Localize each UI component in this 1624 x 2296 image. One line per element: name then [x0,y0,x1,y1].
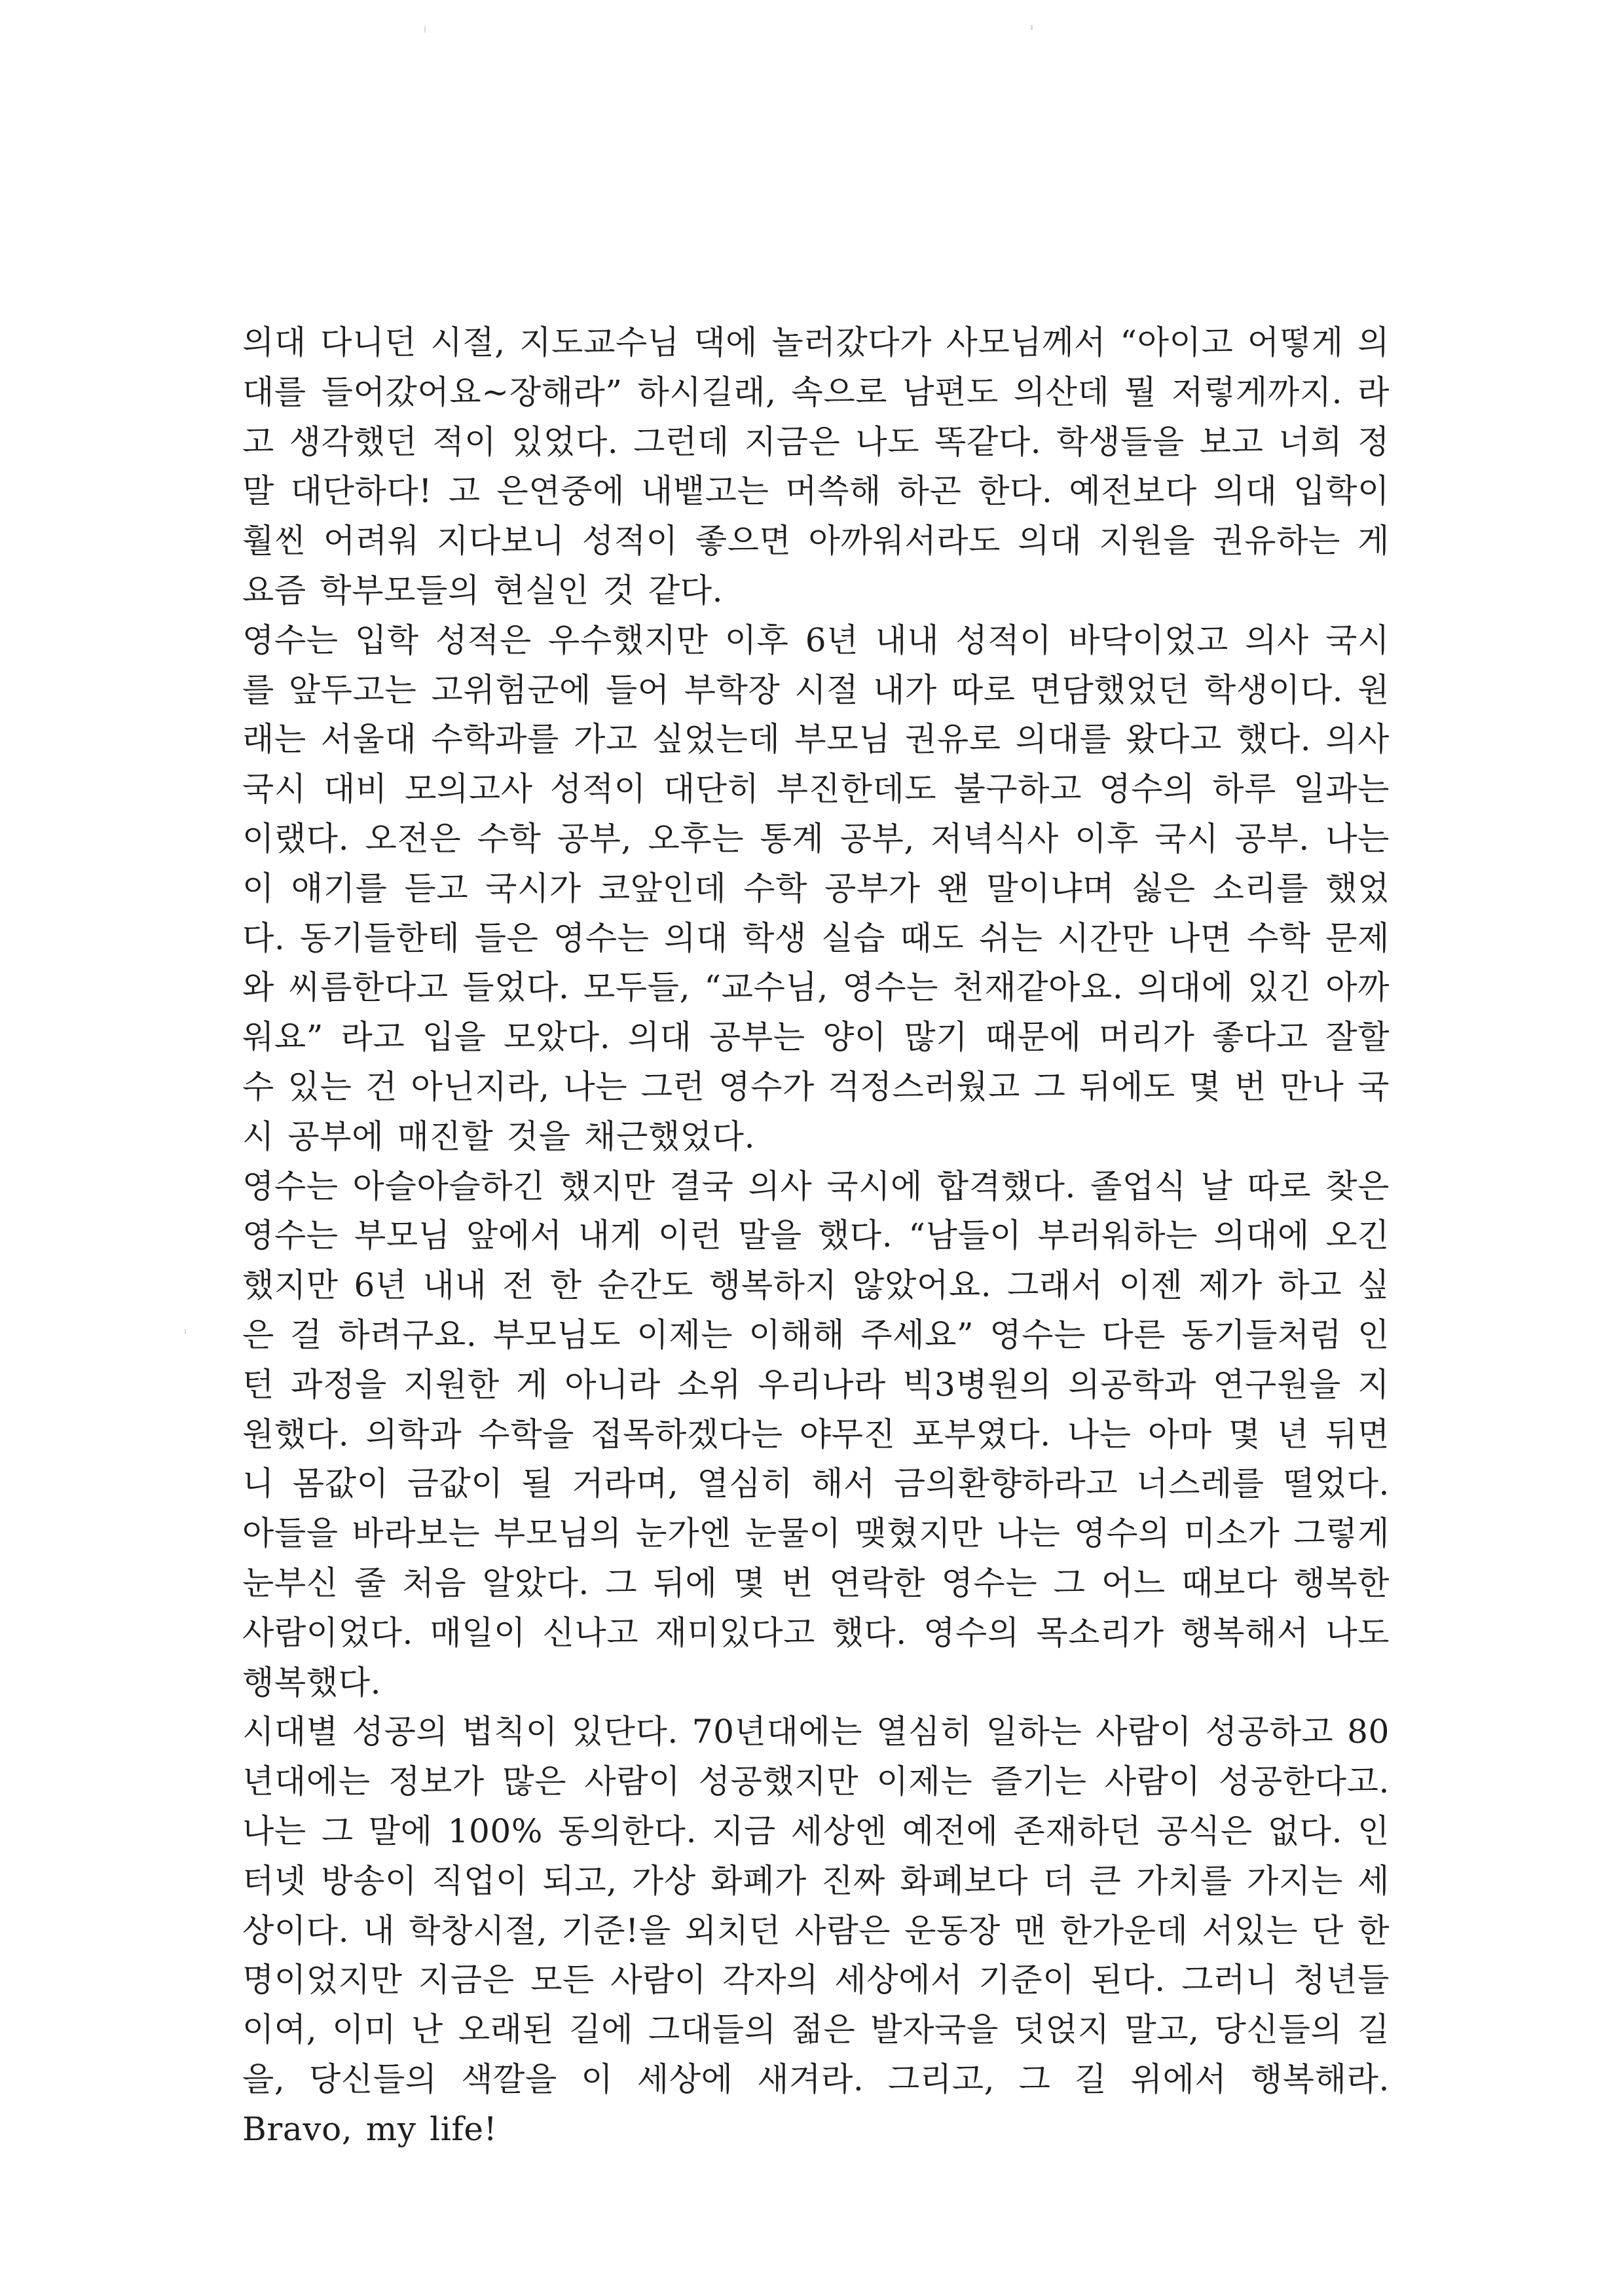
scan-mark-left-edge [185,1329,186,1334]
scan-mark-top-right [1031,25,1033,30]
scan-mark-top-left [424,26,426,33]
paragraph-1: 의대 다니던 시절, 지도교수님 댁에 놀러갔다가 사모님께서 “아이고 어떻게 의대를 들어갔어요~장해라” 하시길래, 속으로 남편도 의산데 뭘 저렇게까지. 라고 생각했던 적이 있었다. 그런데 지금은 나도 똑같다. 학생들을 보고 너희 정말 대단하다! 고 은연중에 내뱉고는 머쓱해 하곤 한다. 예전보다 의대 입학이 훨씬 어려워 지다보니 성적이 좋으면 아까워서라도 의대 지원을 권유하는 게 요즘 학부모들의 현실인 것 같다. [242,323,1390,610]
essay-body [242,318,1390,2154]
paragraph-2: 영수는 입학 성적은 우수했지만 이후 6년 내내 성적이 바닥이었고 의사 국시를 앞두고는 고위험군에 들어 부학장 시절 내가 따로 면담했었던 학생이다. 원래는 서울대 수학과를 가고 싶었는데 부모님 권유로 의대를 왔다고 했다. 의사국시 대비 모의고사 성적이 대단히 부진한데도 불구하고 영수의 하루 일과는 이랬다. 오전은 수학 공부, 오후는 통계 공부, 저녁식사 이후 국시 공부. 나는 이 얘기를 듣고 국시가 코앞인데 수학 공부가 왠 말이냐며 싫은 소리를 했었다. 동기들한테 들은 영수는 의대 학생 실습 때도 쉬는 시간만 나면 수학 문제와 씨름한다고 들었다. 모두들, “교수님, 영수는 천재같아요. 의대에 있긴 아까워요” 라고 입을 모았다. 의대 공부는 양이 많기 때문에 머리가 좋다고 잘할 수 있는 건 아닌지라, 나는 그런 영수가 걱정스러웠고 그 뒤에도 몇 번 만나 국시 공부에 매진할 것을 채근했었다. [242,621,1390,1156]
paragraph-4: 시대별 성공의 법칙이 있단다. 70년대에는 열심히 일하는 사람이 성공하고 80년대에는 정보가 많은 사람이 성공했지만 이제는 즐기는 사람이 성공한다고. 나는 그 말에 100% 동의한다. 지금 세상엔 예전에 존재하던 공식은 없다. 인터넷 방송이 직업이 되고, 가상 화폐가 진짜 화폐보다 더 큰 가치를 가지는 세상이다. 내 학창시절, 기준!을 외치던 사람은 운동장 맨 한가운데 서있는 단 한명이었지만 지금은 모든 사람이 각자의 세상에서 기준이 된다. 그러니 청년들이여, 이미 난 오래된 길에 그대들의 젊은 발자국을 덧얹지 말고, 당신들의 길을, 당신들의 색깔을 이 세상에 새겨라. 그리고, 그 길 위에서 행복해라. Bravo, my life! [242,1713,1390,2148]
paragraph-3: 영수는 아슬아슬하긴 했지만 결국 의사 국시에 합격했다. 졸업식 날 따로 찾은 영수는 부모님 앞에서 내게 이런 말을 했다. “남들이 부러워하는 의대에 오긴 했지만 6년 내내 전 한 순간도 행복하지 않았어요. 그래서 이젠 제가 하고 싶은 걸 하려구요. 부모님도 이제는 이해해 주세요” 영수는 다른 동기들처럼 인턴 과정을 지원한 게 아니라 소위 우리나라 빅3병원의 의공학과 연구원을 지원했다. 의학과 수학을 접목하겠다는 야무진 포부였다. 나는 아마 몇 년 뒤면 니 몸값이 금값이 될 거라며, 열심히 해서 금의환향하라고 너스레를 떨었다. 아들을 바라보는 부모님의 눈가엔 눈물이 맺혔지만 나는 영수의 미소가 그렇게 눈부신 줄 처음 알았다. 그 뒤에 몇 번 연락한 영수는 그 어느 때보다 행복한 사람이었다. 매일이 신나고 재미있다고 했다. 영수의 목소리가 행복해서 나도 행복했다. [242,1167,1390,1702]
